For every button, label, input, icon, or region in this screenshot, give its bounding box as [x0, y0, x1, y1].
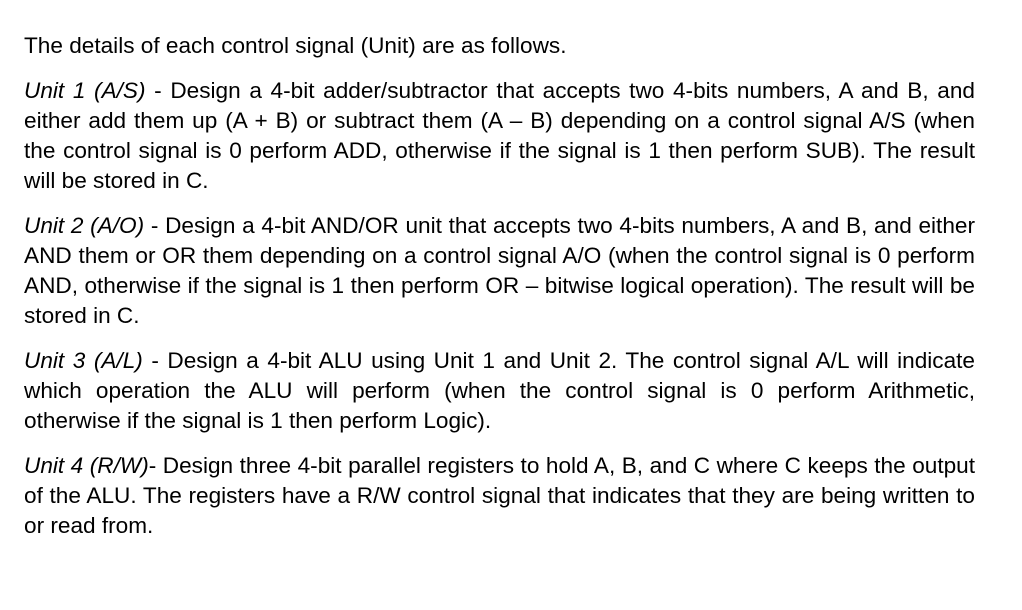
unit-4-paragraph	[24, 451, 975, 541]
unit-3-paragraph	[24, 346, 975, 436]
unit-4-description: - Design three 4-bit parallel registers to hold A, B, and C where C keeps the output of the ALU. The registers have a R/W control signal that indicates that they are being written to or read from.	[24, 453, 976, 538]
unit-1-description: - Design a 4-bit adder/subtractor that accepts two 4-bits numbers, A and B, and either add them up (A + B) or subtract them (A – B) depending on a control signal A/S (when the control signal is 0 perform ADD, otherwise if the signal is 1 then perform SUB). The result will be stored in C.	[24, 78, 975, 193]
unit-4-label: Unit 4 (R/W)	[24, 453, 149, 478]
unit-1-paragraph	[24, 76, 975, 196]
unit-2-paragraph	[24, 211, 975, 331]
unit-2-label: Unit 2 (A/O)	[24, 213, 145, 238]
unit-3-label: Unit 3 (A/L)	[24, 348, 143, 373]
unit-3-description: - Design a 4-bit ALU using Unit 1 and Unit 2. The control signal A/L will indicate which operation the ALU will perform (when the control signal is 0 perform Arithmetic, otherwise if the signal is 1 then perform Logic).	[24, 348, 975, 433]
unit-2-description: - Design a 4-bit AND/OR unit that accepts two 4-bits numbers, A and B, and either AND them or OR them depending on a control signal A/O (when the control signal is 0 perform AND, otherwise if the signal is 1 then perform OR – bitwise logical operation). The result will be stored in C.	[24, 213, 975, 328]
intro-paragraph: The details of each control signal (Unit) are as follows.	[24, 33, 567, 58]
document-body	[24, 31, 975, 556]
unit-1-label: Unit 1 (A/S)	[24, 78, 146, 103]
